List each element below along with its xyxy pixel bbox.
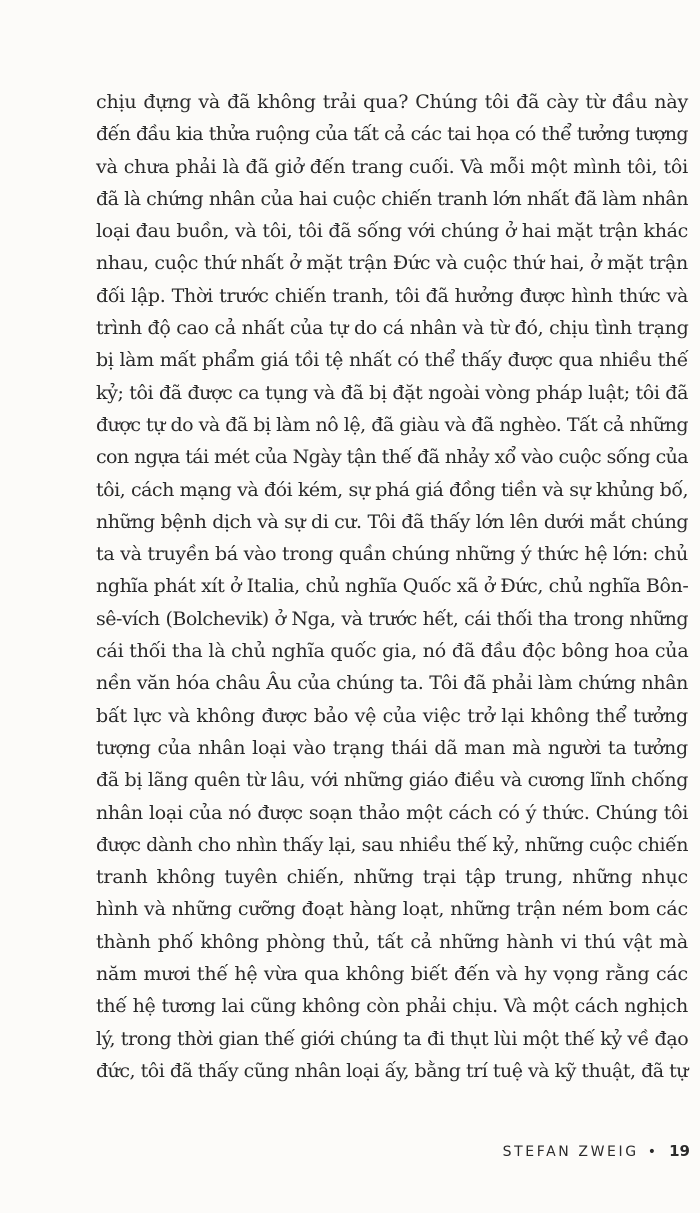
text-line: và chưa phải là đã giở đến trang cuối. Và mỗi một mình tôi, tôi: [96, 155, 688, 178]
text-line: tôi, cách mạng và đói kém, sự phá giá đồng tiền và sự khủng bố,: [96, 478, 688, 501]
text-line: được tự do và đã bị làm nô lệ, đã giàu và đã nghèo. Tất cả những: [96, 413, 688, 436]
text-line: sê-vích (Bolchevik) ở Nga, và trước hết, cái thối tha trong những: [96, 607, 688, 630]
text-line: bất lực và không được bảo vệ của việc trở lại không thể tưởng: [96, 704, 688, 727]
text-line: đã bị lãng quên từ lâu, với những giáo điều và cương lĩnh chống: [96, 769, 688, 792]
text-line: con ngựa tái mét của Ngày tận thế đã nhảy xổ vào cuộc sống của: [96, 446, 688, 469]
text-line: thành phố không phòng thủ, tất cả những hành vi thú vật mà: [96, 930, 688, 953]
text-line: tranh không tuyên chiến, những trại tập trung, những nhục: [96, 866, 688, 889]
text-line: lý, trong thời gian thế giới chúng ta đi thụt lùi một thế kỷ về đạo: [96, 1027, 689, 1050]
running-footer: [0, 1138, 690, 1164]
text-line: trình độ cao cả nhất của tự do cá nhân và từ đó, chịu tình trạng: [96, 317, 689, 340]
body-text: [96, 86, 688, 1087]
text-line: đối lập. Thời trước chiến tranh, tôi đã hưởng được hình thức và: [96, 284, 688, 307]
footer-author: STEFAN ZWEIG: [502, 1144, 639, 1160]
text-line: nhau, cuộc thứ nhất ở mặt trận Đức và cuộc thứ hai, ở mặt trận: [96, 252, 688, 275]
text-line: đức, tôi đã thấy cũng nhân loại ấy, bằng trí tuệ và kỹ thuật, đã tự: [96, 1059, 688, 1082]
text-line: bị làm mất phẩm giá tồi tệ nhất có thể thấy được qua nhiều thế: [96, 349, 688, 372]
text-line: những bệnh dịch và sự di cư. Tôi đã thấy lớn lên dưới mắt chúng: [96, 510, 688, 533]
footer-separator: •: [647, 1144, 657, 1160]
text-line: tượng của nhân loại vào trạng thái dã man mà người ta tưởng: [96, 736, 688, 759]
text-line: loại đau buồn, và tôi, tôi đã sống với chúng ở hai mặt trận khác: [96, 220, 688, 243]
text-line: đến đầu kia thửa ruộng của tất cả các tai họa có thể tưởng tượng: [96, 123, 688, 146]
text-line: nền văn hóa châu Âu của chúng ta. Tôi đã phải làm chứng nhân: [96, 672, 688, 695]
text-line: kỷ; tôi đã được ca tụng và đã bị đặt ngoài vòng pháp luật; tôi đã: [96, 381, 688, 404]
text-line: được dành cho nhìn thấy lại, sau nhiều thế kỷ, những cuộc chiến: [96, 833, 688, 856]
text-line: năm mươi thế hệ vừa qua không biết đến và hy vọng rằng các: [96, 963, 688, 986]
text-line: chịu đựng và đã không trải qua? Chúng tôi đã cày từ đầu này: [96, 91, 688, 113]
text-line: hình và những cưỡng đoạt hàng loạt, những trận ném bom các: [96, 898, 688, 921]
text-line: nhân loại của nó được soạn thảo một cách có ý thức. Chúng tôi: [96, 801, 688, 824]
text-line: đã là chứng nhân của hai cuộc chiến tranh lớn nhất đã làm nhân: [96, 187, 688, 210]
text-line: nghĩa phát xít ở Italia, chủ nghĩa Quốc xã ở Đức, chủ nghĩa Bôn-: [96, 575, 689, 598]
text-line: cái thối tha là chủ nghĩa quốc gia, nó đã đầu độc bông hoa của: [96, 640, 689, 663]
text-line: ta và truyền bá vào trong quần chúng những ý thức hệ lớn: chủ: [96, 543, 688, 566]
text-line: thế hệ tương lai cũng không còn phải chịu. Và một cách nghịch: [96, 995, 688, 1018]
page-number: 19: [669, 1142, 690, 1160]
